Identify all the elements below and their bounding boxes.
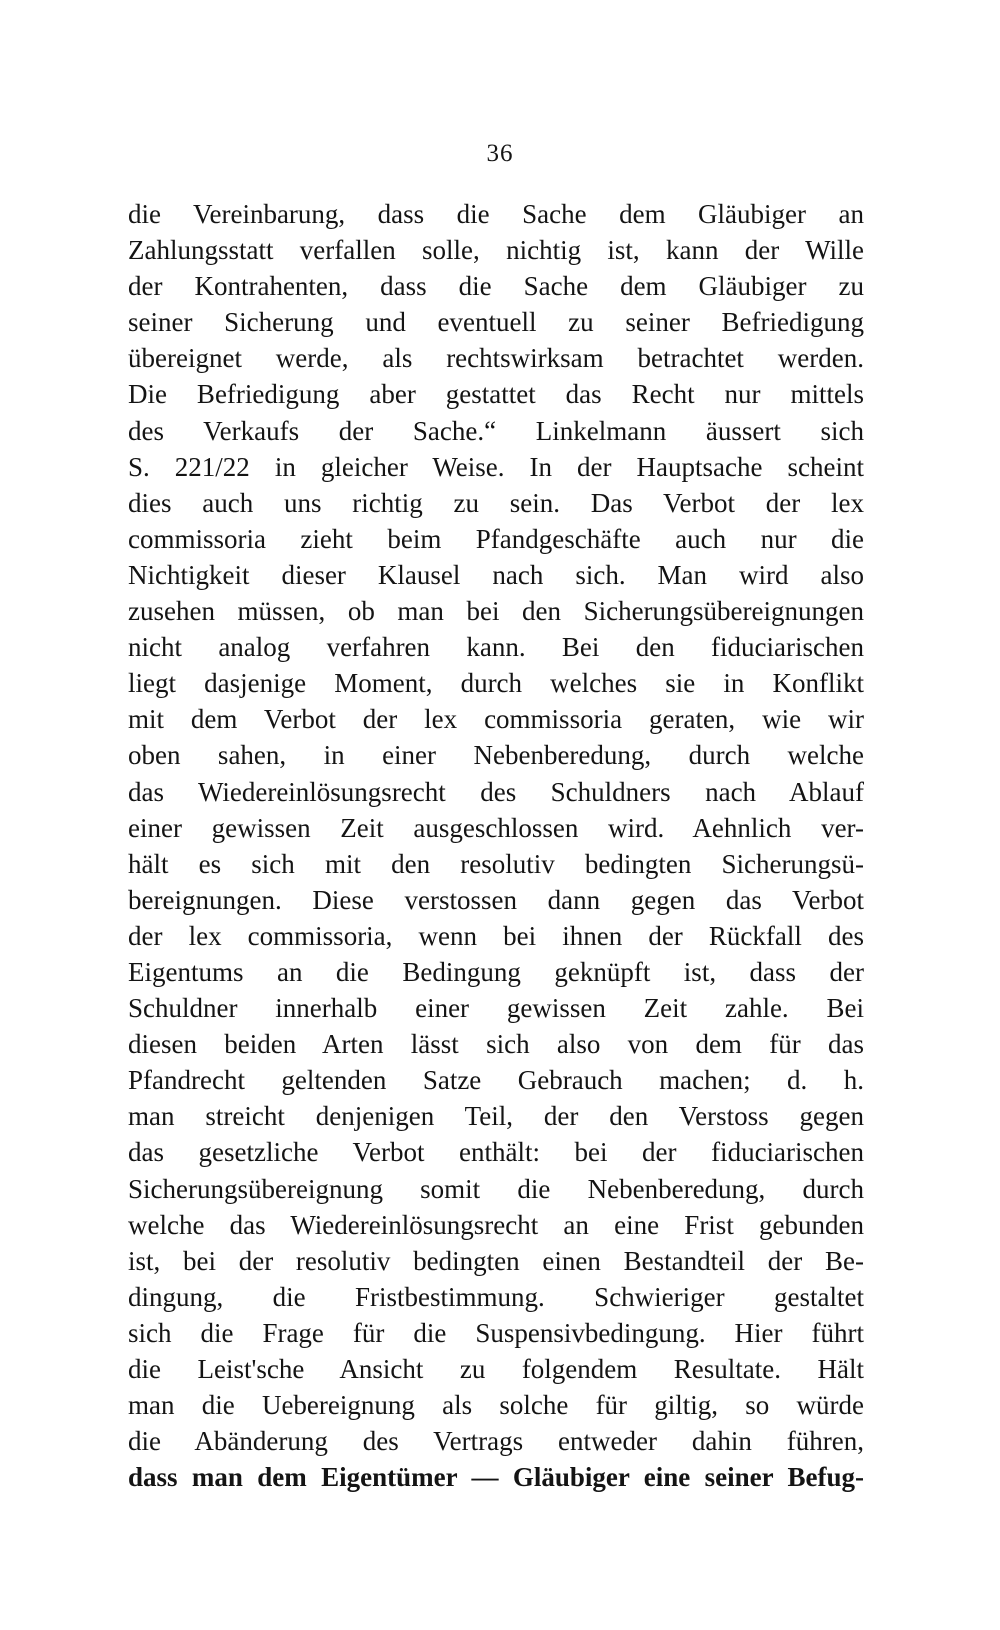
text-line: Die Befriedigung aber gestattet das Recht nur mittels bbox=[128, 379, 864, 410]
text-line: die Abänderung des Vertrags entweder dahin führen, bbox=[128, 1426, 864, 1457]
text-line: oben sahen, in einer Nebenberedung, durch welche bbox=[128, 740, 864, 771]
text-line: S. 221/22 in gleicher Weise. In der Hauptsache scheint bbox=[128, 451, 864, 482]
text-line: dass man dem Eigentümer — Gläubiger eine seiner Befug- bbox=[128, 1462, 864, 1493]
text-line: Pfandrecht geltenden Satze Gebrauch machen; d. h. bbox=[128, 1065, 864, 1096]
text-line: mit dem Verbot der lex commissoria geraten, wie wir bbox=[128, 704, 864, 735]
text-line: das gesetzliche Verbot enthält: bei der fiduciarischen bbox=[128, 1137, 864, 1168]
text-line: zusehen müssen, ob man bei den Sicherungsübereignungen bbox=[128, 596, 864, 627]
text-line: man die Uebereignung als solche für giltig, so würde bbox=[128, 1390, 864, 1421]
text-line: einer gewissen Zeit ausgeschlossen wird. Aehnlich ver- bbox=[128, 812, 864, 843]
text-line: des Verkaufs der Sache.“ Linkelmann äussert sich bbox=[128, 415, 864, 446]
text-line: hält es sich mit den resolutiv bedingten Sicherungsü- bbox=[128, 848, 864, 879]
text-line: dingung, die Fristbestimmung. Schwieriger gestaltet bbox=[128, 1281, 864, 1312]
text-line: der Kontrahenten, dass die Sache dem Gläubiger zu bbox=[128, 271, 864, 302]
text-line: sich die Frage für die Suspensivbedingung. Hier führt bbox=[128, 1317, 864, 1348]
text-line: nicht analog verfahren kann. Bei den fiduciarischen bbox=[128, 632, 864, 663]
text-line: Sicherungsübereignung somit die Nebenberedung, durch bbox=[128, 1173, 864, 1204]
text-line: die Vereinbarung, dass die Sache dem Gläubiger an bbox=[128, 199, 864, 229]
text-line: Schuldner innerhalb einer gewissen Zeit zahle. Bei bbox=[128, 993, 864, 1024]
text-line: Eigentums an die Bedingung geknüpft ist, dass der bbox=[128, 956, 864, 987]
text-line: liegt dasjenige Moment, durch welches sie in Konflikt bbox=[128, 668, 864, 699]
text-line: commissoria zieht beim Pfandgeschäfte auch nur die bbox=[128, 523, 864, 554]
text-line: welche das Wiedereinlösungsrecht an eine Frist gebunden bbox=[128, 1209, 864, 1240]
text-line: übereignet werde, als rechtswirksam betrachtet werden. bbox=[128, 343, 864, 374]
text-line: diesen beiden Arten lässt sich also von dem für das bbox=[128, 1029, 864, 1060]
text-line: seiner Sicherung und eventuell zu seiner Befriedigung bbox=[128, 307, 864, 338]
text-line: der lex commissoria, wenn bei ihnen der Rückfall des bbox=[128, 920, 864, 951]
text-line: bereignungen. Diese verstossen dann gegen das Verbot bbox=[128, 884, 864, 915]
page-number: 36 bbox=[486, 140, 514, 167]
text-line: man streicht denjenigen Teil, der den Verstoss gegen bbox=[128, 1101, 864, 1132]
body-text bbox=[128, 196, 864, 1495]
text-line: Zahlungsstatt verfallen solle, nichtig ist, kann der Wille bbox=[128, 235, 864, 266]
text-line: dies auch uns richtig zu sein. Das Verbot der lex bbox=[128, 487, 864, 518]
text-line: Nichtigkeit dieser Klausel nach sich. Man wird also bbox=[128, 559, 864, 590]
text-line: das Wiedereinlösungsrecht des Schuldners nach Ablauf bbox=[128, 776, 864, 807]
text-line: ist, bei der resolutiv bedingten einen Bestandteil der Be- bbox=[128, 1245, 864, 1276]
text-line: die Leist'sche Ansicht zu folgendem Resultate. Hält bbox=[128, 1354, 864, 1384]
